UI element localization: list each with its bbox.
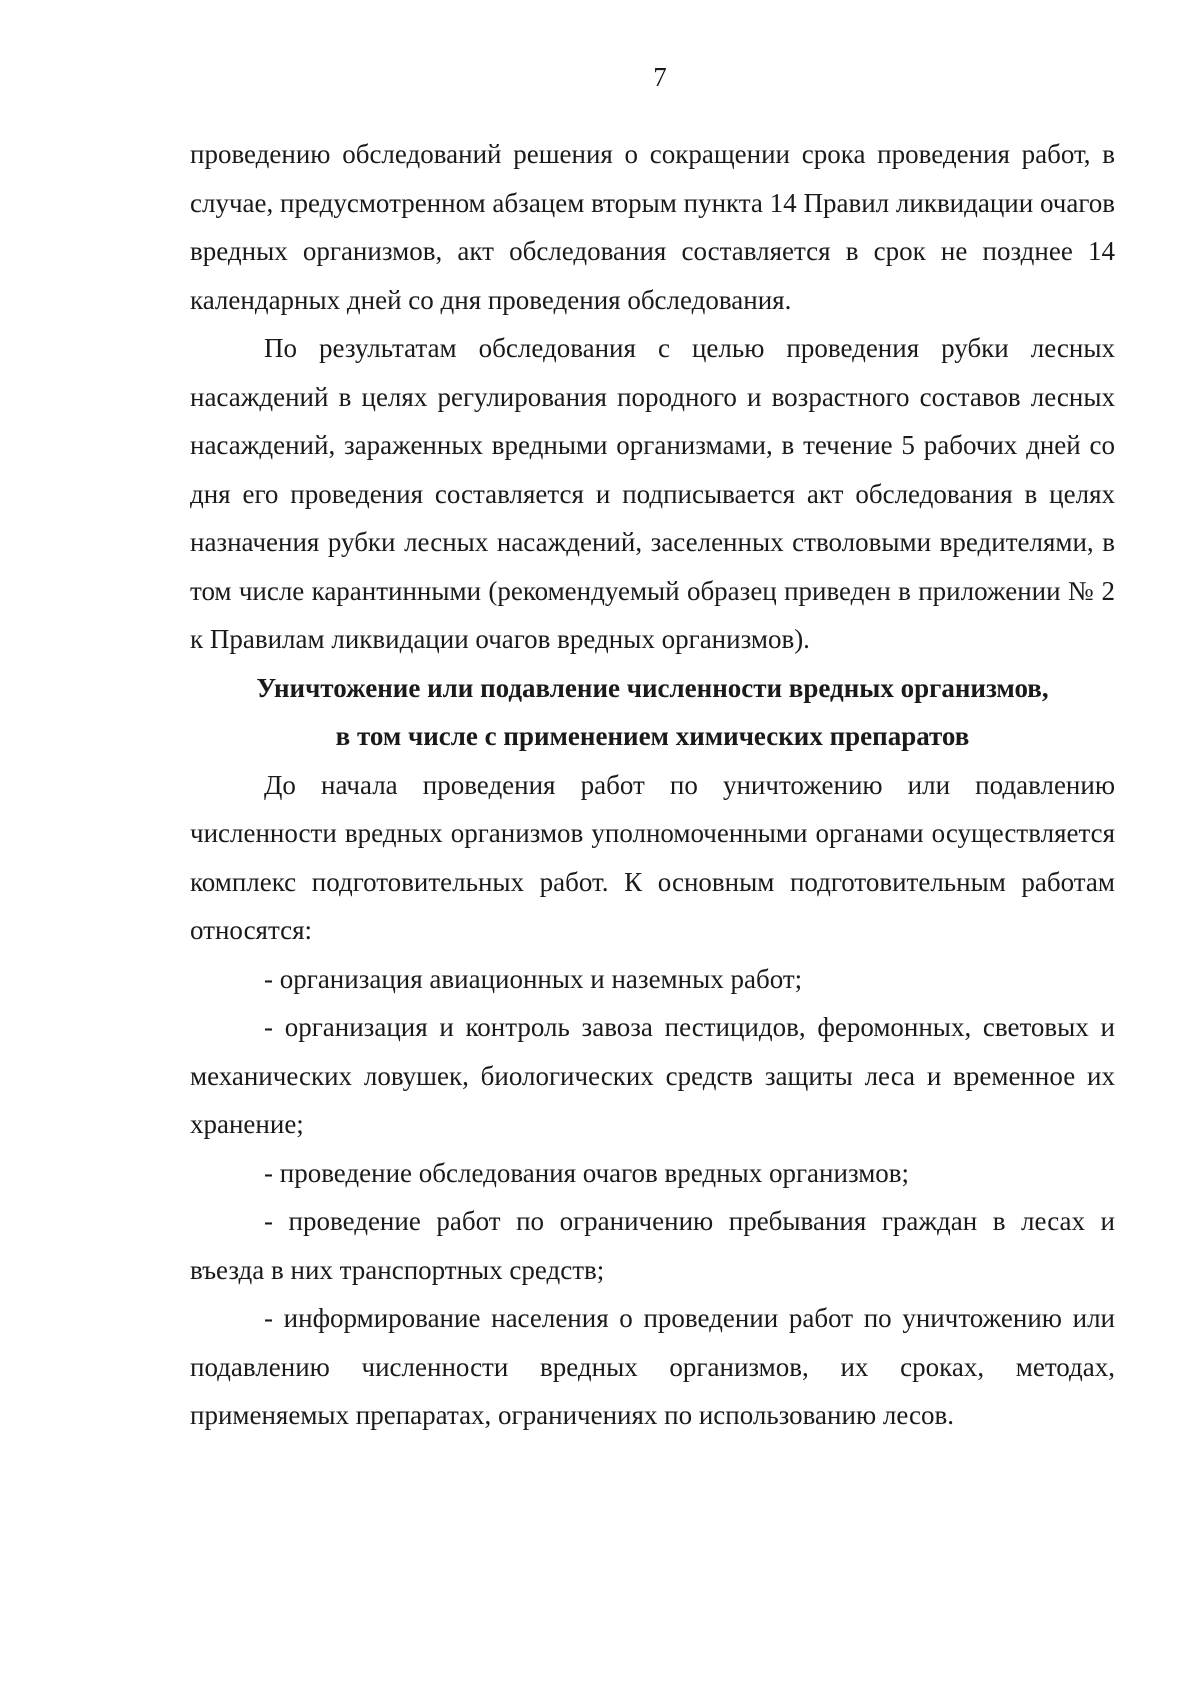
section-heading-line-2: в том числе с применением химических препаратов xyxy=(335,721,970,751)
list-item: - организация авиационных и наземных работ; xyxy=(264,963,803,994)
section-heading xyxy=(190,664,1115,761)
list-item: - организация и контроль завоза пестицидов, феромонных, световых и механических ловушек, биологических средств защиты леса и временное их хранение; xyxy=(190,1012,1115,1139)
list-item: - проведение обследования очагов вредных организмов; xyxy=(264,1157,910,1188)
paragraph-inspection-results: По результатам обследования с целью проведения рубки лесных насаждений в целях регулирования породного и возрастного составов лесных насаждений, зараженных вредными организмами, в течение 5 рабочих дней со дня его проведения составляется и подписывается акт обследования в целях назначения рубки лесных насаждений, заселенных стволовыми вредителями, в том числе карантинными (рекомендуемый образец приведен в приложении № 2 к Правилам ликвидации очагов вредных организмов). xyxy=(190,333,1115,654)
paragraph-preparatory-works: До начала проведения работ по уничтожению или подавлению численности вредных организмов уполномоченными органами осуществляется комплекс подготовительных работ. К основным подготовительным работам относятся: xyxy=(190,769,1115,945)
document-body xyxy=(190,130,1115,1440)
page-number: 7 xyxy=(653,62,667,92)
paragraph-continuation: проведению обследований решения о сокращении срока проведения работ, в случае, предусмотренном абзацем вторым пункта 14 Правил ликвидации очагов вредных организмов, акт обследования составляется в срок не позднее 14 календарных дней со дня проведения обследования. xyxy=(190,139,1115,315)
section-heading-line-1: Уничтожение или подавление численности вредных организмов, xyxy=(256,672,1049,703)
list-item: - проведение работ по ограничению пребывания граждан в лесах и въезда в них транспортных средств; xyxy=(190,1206,1115,1285)
list-item: - информирование населения о проведении работ по уничтожению или подавлению численности вредных организмов, их сроках, методах, применяемых препаратах, ограничениях по использованию лесов. xyxy=(190,1303,1115,1430)
